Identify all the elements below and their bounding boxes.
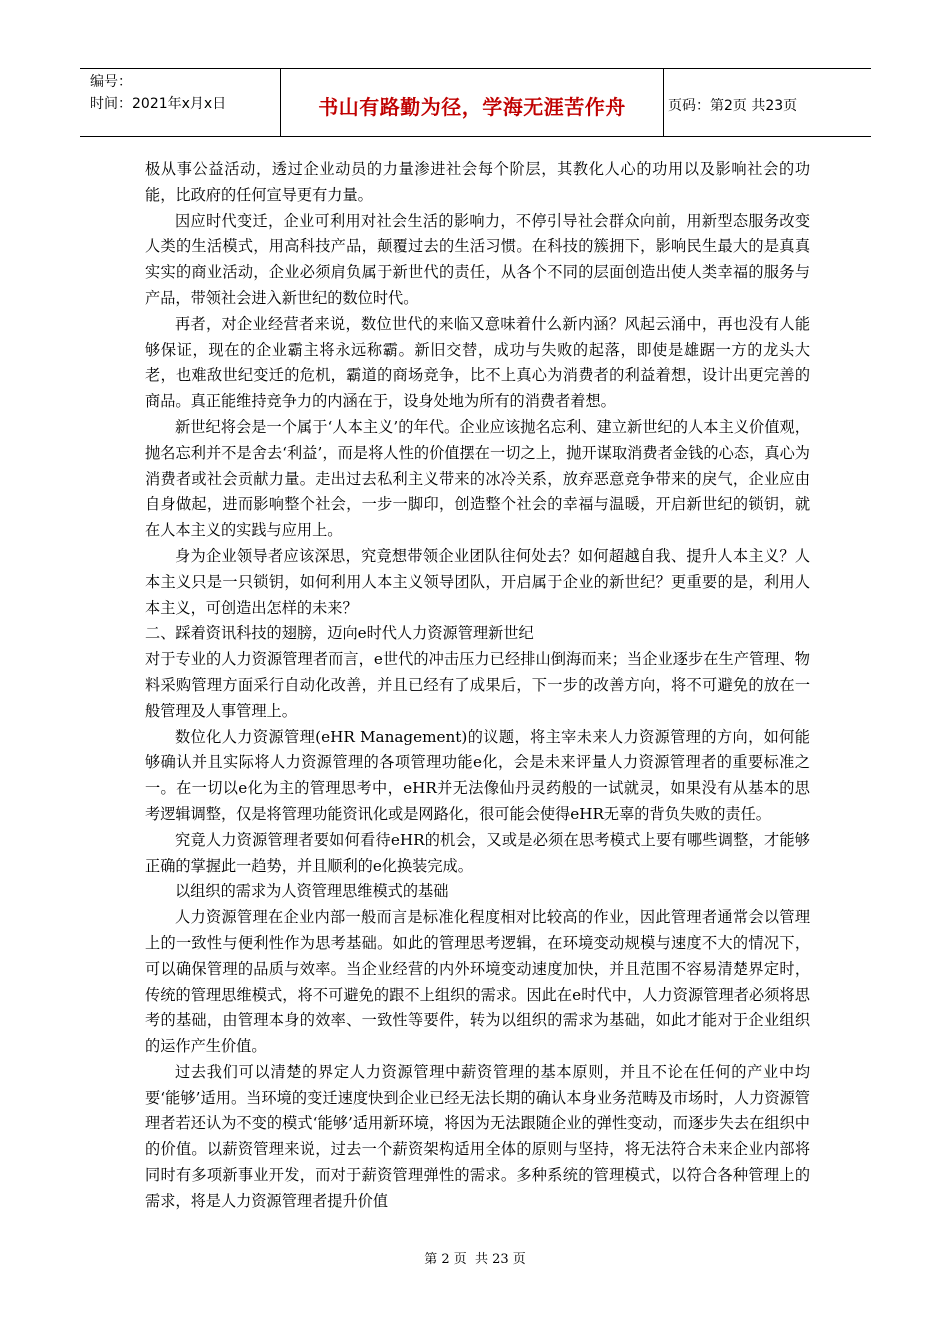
body-paragraph: 再者，对企业经营者来说，数位世代的来临又意味着什么新内涵？风起云涌中，再也没有人能够保证，现在的企业霸主将永远称霸。新旧交替，成功与失败的起落，即使是雄踞一方的龙头大老，也难敌世纪变迁的危机，霸道的商场竞争，比不上真心为消费者的利益着想，设计出更完善的商品。真正能维持竞争力的内涵在于，设身处地为所有的消费者着想。 <box>145 314 810 411</box>
page-footer: 第 2 页 共 23 页 <box>424 1252 526 1267</box>
header-page-cell <box>664 69 871 136</box>
document-date-label: 时间：2021年x月x日 <box>90 96 227 112</box>
page-header <box>80 68 871 137</box>
body-paragraph: 二、踩着资讯科技的翅膀，迈向e时代人力资源管理新世纪 <box>145 624 534 643</box>
header-page-number: 页码：第2页 共23页 <box>668 98 798 114</box>
document-body <box>145 157 810 1215</box>
header-motto: 书山有路勤为径，学海无涯苦作舟 <box>318 95 626 119</box>
body-paragraph: 过去我们可以清楚的界定人力资源管理中薪资管理的基本原则，并且不论在任何的产业中均要‘能够’适用。当环境的变迁速度快到企业已经无法长期的确认本身业务范畴及市场时，人力资源管理者若还认为不变的模式‘能够’适用新环境，将因为无法跟随企业的弹性变动，而逐步失去在组织中的价值。以薪资管理来说，过去一个薪资架构适用全体的原则与坚持，将无法符合未来企业内部将同时有多项新事业开发，而对于薪资管理弹性的需求。多种系统的管理模式，以符合各种管理上的需求，将是人力资源管理者提升价值 <box>145 1062 810 1210</box>
header-info-cell <box>80 69 279 136</box>
body-paragraph: 数位化人力资源管理(eHR Management)的议题，将主宰未来人力资源管理的方向，如何能够确认并且实际将人力资源管理的各项管理功能e化，会是未来评量人力资源管理者的重要标准之一。在一切以e化为主的管理思考中，eHR并无法像仙丹灵药般的一试就灵，如果没有从基本的思考逻辑调整，仅是将管理功能资讯化或是网路化，很可能会使得eHR无辜的背负失败的责任。 <box>145 727 810 823</box>
body-paragraph: 身为企业领导者应该深思，究竟想带领企业团队往何处去？如何超越自我、提升人本主义？人本主义只是一只锁钥，如何利用人本主义领导团队，开启属于企业的新世纪？更重要的是，利用人本主义，可创造出怎样的未来？ <box>145 546 810 617</box>
body-paragraph: 极从事公益活动，透过企业动员的力量渗进社会每个阶层，其教化人心的功用以及影响社会的功能，比政府的任何宣导更有力量。 <box>145 160 810 204</box>
body-paragraph: 人力资源管理在企业内部一般而言是标准化程度相对比较高的作业，因此管理者通常会以管理上的一致性与便利性作为思考基础。如此的管理思考逻辑，在环境变动规模与速度不大的情况下，可以确保管理的品质与效率。当企业经营的内外环境变动速度加快，并且范围不容易清楚界定时，传统的管理思维模式，将不可避免的跟不上组织的需求。因此在e时代中，人力资源管理者必须将思考的基础，由管理本身的效率、一致性等要件，转为以组织的需求为基础，如此才能对于企业组织的运作产生价值。 <box>145 908 810 1056</box>
document-number-label: 编号： <box>90 74 132 90</box>
body-paragraph: 因应时代变迁，企业可利用对社会生活的影响力，不停引导社会群众向前，用新型态服务改变人类的生活模式，用高科技产品，颠覆过去的生活习惯。在科技的簇拥下，影响民生最大的是真真实实的商业活动，企业必须肩负属于新世代的责任，从各个不同的层面创造出使人类幸福的服务与产品，带领社会进入新世纪的数位时代。 <box>145 211 810 307</box>
body-paragraph: 对于专业的人力资源管理者而言，e世代的冲击压力已经排山倒海而来；当企业逐步在生产管理、物料采购管理方面采行自动化改善，并且已经有了成果后，下一步的改善方向，将不可避免的放在一般管理及人事管理上。 <box>145 650 810 720</box>
body-paragraph: 究竟人力资源管理者要如何看待eHR的机会，又或是必须在思考模式上要有哪些调整，才能够正确的掌握此一趋势，并且顺利的e化换装完成。 <box>145 830 810 875</box>
header-motto-cell <box>280 69 664 136</box>
body-paragraph: 以组织的需求为人资管理思维模式的基础 <box>175 882 449 901</box>
body-paragraph: 新世纪将会是一个属于‘人本主义’的年代。企业应该抛名忘利、建立新世纪的人本主义价值观，抛名忘利并不是舍去‘利益’，而是将人性的价值摆在一切之上，抛开谋取消费者金钱的心态，真心为消费者或社会贡献力量。走出过去私利主义带来的冰冷关系，放弃恶意竞争带来的戾气，企业应由自身做起，进而影响整个社会，一步一脚印，创造整个社会的幸福与温暖，开启新世纪的锁钥，就在人本主义的实践与应用上。 <box>145 417 810 540</box>
